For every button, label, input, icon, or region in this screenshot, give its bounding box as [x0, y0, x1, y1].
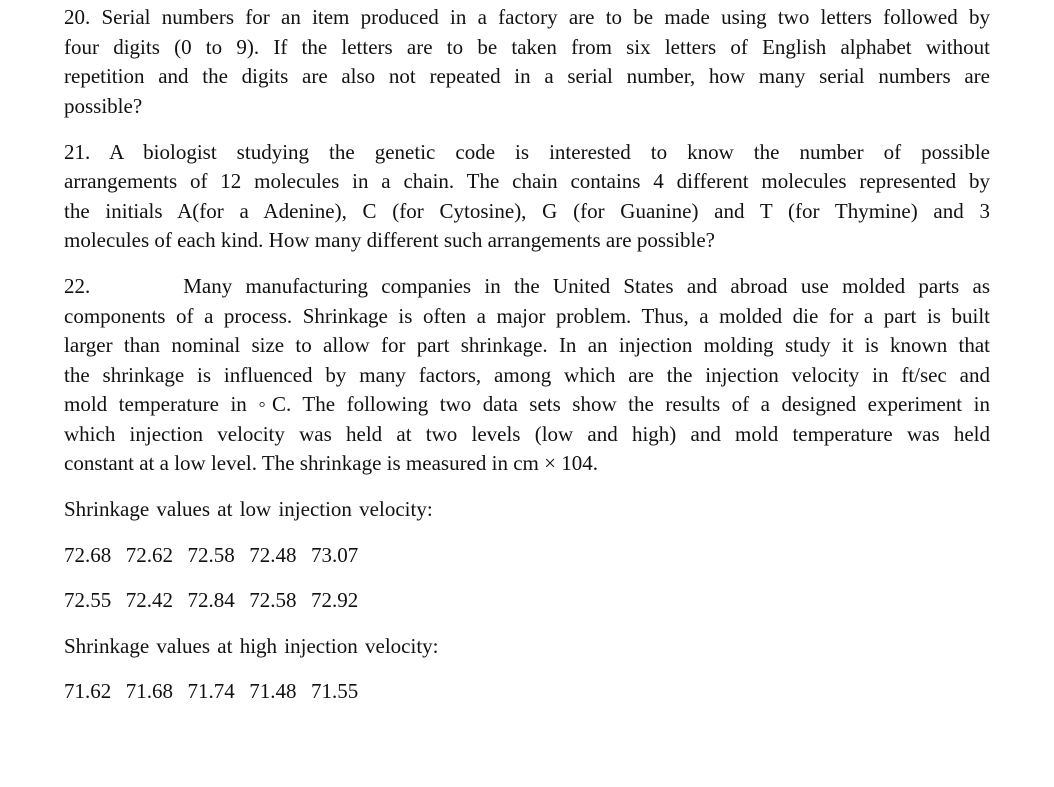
- text-line: four digits (0 to 9). If the letters are to be taken from six letters of English alphabet without: [64, 34, 990, 59]
- question-22: [64, 272, 990, 479]
- low-velocity-values-row-1: 72.68 72.62 72.58 72.48 73.07: [64, 542, 359, 567]
- text-line: repetition and the digits are also not repeated in a serial number, how many serial numbers are: [64, 64, 990, 88]
- question-20: [64, 3, 990, 121]
- text-line: 22. Many manufacturing companies in the United States and abroad use molded parts as: [64, 274, 990, 298]
- document-page: [64, 3, 990, 723]
- text-line: 21. A biologist studying the genetic code is interested to know the number of possible: [64, 139, 990, 164]
- low-velocity-values-row-2: 72.55 72.42 72.84 72.58 72.92: [64, 588, 359, 612]
- text-line: which injection velocity was held at two levels (low and high) and mold temperature was held: [64, 421, 990, 446]
- text-line: the initials A(for a Adenine), C (for Cytosine), G (for Guanine) and T (for Thymine) and 3: [64, 198, 990, 223]
- text-line: the shrinkage is influenced by many factors, among which are the injection velocity in ft/sec and: [64, 362, 990, 387]
- text-line: larger than nominal size to allow for part shrinkage. In an injection molding study it is known that: [64, 333, 990, 357]
- text-line: constant at a low level. The shrinkage is measured in cm × 104.: [64, 451, 598, 475]
- text-line: arrangements of 12 molecules in a chain. The chain contains 4 different molecules represented by: [64, 169, 990, 193]
- text-line: components of a process. Shrinkage is often a major problem. Thus, a molded die for a part is built: [64, 303, 990, 328]
- high-velocity-values-row-1: 71.62 71.68 71.74 71.48 71.55: [64, 679, 359, 703]
- question-21: [64, 138, 990, 256]
- text-line: molecules of each kind. How many different such arrangements are possible?: [64, 228, 715, 252]
- text-line: possible?: [64, 93, 143, 118]
- low-velocity-label: Shrinkage values at low injection velocity:: [64, 497, 433, 521]
- text-line: 20. Serial numbers for an item produced in a factory are to be made using two letters followed by: [64, 5, 990, 29]
- text-line: mold temperature in ◦C. The following two data sets show the results of a designed experiment in: [64, 392, 990, 416]
- high-velocity-label: Shrinkage values at high injection velocity:: [64, 633, 439, 658]
